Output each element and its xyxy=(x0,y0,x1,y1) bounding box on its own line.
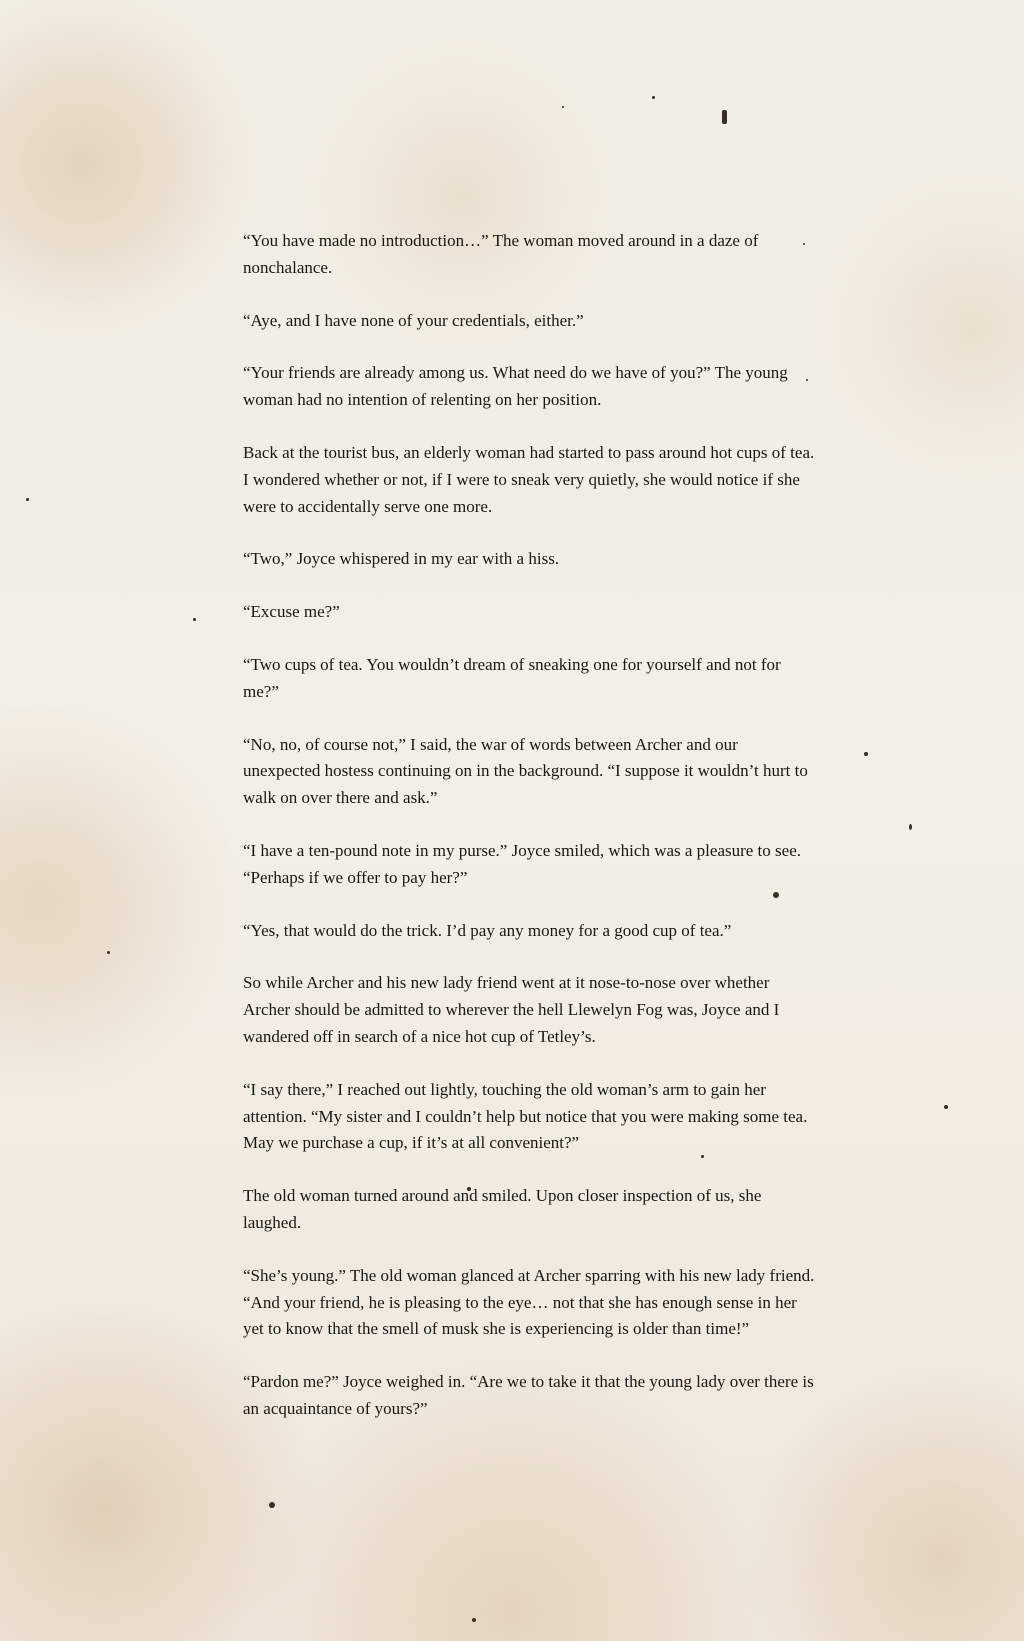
paragraph: “Pardon me?” Joyce weighed in. “Are we to take it that the young lady over there is an acquaintance of yours?” xyxy=(243,1372,814,1418)
paragraph: “I have a ten-pound note in my purse.” Joyce smiled, which was a pleasure to see. “Perhaps if we offer to pay her?” xyxy=(243,840,801,887)
paragraph: “Your friends are already among us. What need do we have of you?” The young woman had no intention of relenting on her position. xyxy=(243,363,788,410)
paragraph: So while Archer and his new lady friend went at it nose-to-nose over whether Archer should be admitted to wherever the hell Llewelyn Fog was, Joyce and I wandered off in search of a nice hot cup of Tetley’s. xyxy=(243,973,780,1046)
paragraph: “No, no, of course not,” I said, the war of words between Archer and our unexpected hostess continuing on in the background. “I suppose it wouldn’t hurt to walk on over there and ask.” xyxy=(243,734,808,808)
paragraph: “Excuse me?” xyxy=(243,602,340,622)
paragraph: “You have made no introduction…” The woman moved around in a daze of nonchalance. xyxy=(243,231,759,277)
paper-speck xyxy=(864,752,868,756)
paper-speck xyxy=(107,951,110,954)
paper-speck xyxy=(652,96,655,99)
paper-speck xyxy=(193,618,196,621)
paragraph: “Two,” Joyce whispered in my ear with a hiss. xyxy=(243,549,560,569)
paragraph: The old woman turned around and smiled. Upon closer inspection of us, she laughed. xyxy=(243,1186,762,1232)
paragraph: “Yes, that would do the trick. I’d pay any money for a good cup of tea.” xyxy=(243,920,732,940)
body-text xyxy=(243,228,818,1449)
paper-speck xyxy=(26,498,29,501)
paper-speck xyxy=(562,106,564,108)
paper-speck xyxy=(909,824,912,830)
paragraph: “Aye, and I have none of your credentials, either.” xyxy=(243,310,584,330)
paragraph: “Two cups of tea. You wouldn’t dream of sneaking one for yourself and not for me?” xyxy=(243,654,781,701)
paper-speck xyxy=(472,1618,476,1622)
paragraph: “I say there,” I reached out lightly, touching the old woman’s arm to gain her attention. “My sister and I couldn’t help but notice that you were making some tea. May we purchase a cup, if it’s at all convenient?” xyxy=(243,1079,808,1153)
paragraph: Back at the tourist bus, an elderly woman had started to pass around hot cups of tea. I wondered whether or not, if I were to sneak very quietly, she would notice if she were to accidentally serve one more. xyxy=(243,442,815,516)
paragraph: “She’s young.” The old woman glanced at Archer sparring with his new lady friend. “And your friend, he is pleasing to the eye… not that she has enough sense in her yet to know that the smell of musk she is experiencing is older than time!” xyxy=(243,1265,815,1339)
paper-speck xyxy=(944,1105,948,1109)
paper-speck xyxy=(269,1502,275,1508)
paper-speck xyxy=(722,110,727,124)
